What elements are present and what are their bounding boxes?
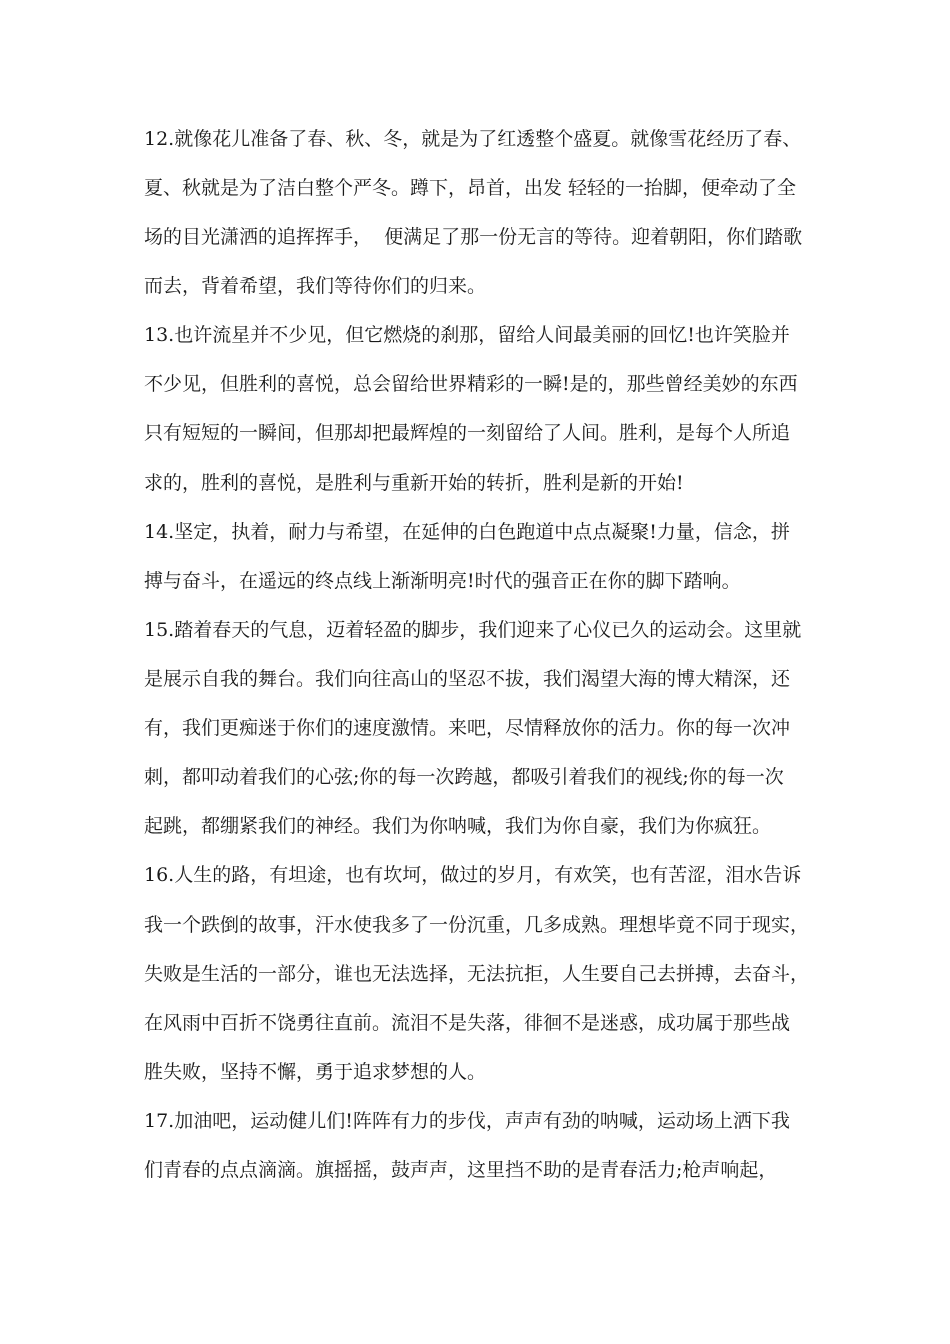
text-line: 我一个跌倒的故事，汗水使我多了一份沉重，几多成熟。理想毕竟不同于现实，	[144, 914, 810, 936]
text-line: 不少见，但胜利的喜悦，总会留给世界精彩的一瞬!是的，那些曾经美妙的东西	[144, 373, 798, 395]
text-line: 夏、秋就是为了洁白整个严冬。蹲下，昂首，出发 轻轻的一抬脚，便牵动了全	[144, 177, 797, 199]
text-line: 失败是生活的一部分，谁也无法选择，无法抗拒，人生要自己去拼搏，去奋斗，	[144, 963, 810, 985]
text-line: 起跳，都绷紧我们的神经。我们为你呐喊，我们为你自豪，我们为你疯狂。	[144, 815, 772, 837]
text-line: 搏与奋斗，在遥远的终点线上渐渐明亮!时代的强音正在你的脚下踏响。	[144, 570, 741, 592]
text-line: 胜失败，坚持不懈，勇于追求梦想的人。	[144, 1061, 487, 1083]
text-line: 13.也许流星并不少见，但它燃烧的刹那，留给人间最美丽的回忆!也许笑脸并	[144, 324, 790, 346]
text-line: 们青春的点点滴滴。旗摇摇，鼓声声，这里挡不助的是青春活力;枪声响起，	[144, 1159, 778, 1181]
text-line: 场的目光潇洒的追挥挥手， 便满足了那一份无言的等待。迎着朝阳，你们踏歌	[144, 226, 803, 248]
text-line: 是展示自我的舞台。我们向往高山的坚忍不拔，我们渴望大海的博大精深，还	[144, 668, 791, 690]
text-line: 14.坚定，执着，耐力与希望，在延伸的白色跑道中点点凝聚!力量，信念，拼	[144, 521, 790, 543]
text-line: 15.踏着春天的气息，迈着轻盈的脚步，我们迎来了心仪已久的运动会。这里就	[144, 619, 802, 641]
text-line: 在风雨中百折不饶勇往直前。流泪不是失落，徘徊不是迷惑，成功属于那些战	[144, 1012, 791, 1034]
text-line: 17.加油吧，运动健儿们!阵阵有力的步伐，声声有劲的呐喊，运动场上洒下我	[144, 1110, 790, 1132]
text-line: 求的，胜利的喜悦，是胜利与重新开始的转折，胜利是新的开始!	[144, 472, 684, 494]
text-line: 有，我们更痴迷于你们的速度激情。来吧，尽情释放你的活力。你的每一次冲	[144, 717, 791, 739]
text-line: 而去，背着希望，我们等待你们的归来。	[144, 275, 487, 297]
text-line: 只有短短的一瞬间，但那却把最辉煌的一刻留给了人间。胜利，是每个人所追	[144, 422, 791, 444]
text-line: 16.人生的路，有坦途，也有坎坷，做过的岁月，有欢笑，也有苦涩，泪水告诉	[144, 864, 802, 886]
text-line: 刺，都叩动着我们的心弦;你的每一次跨越，都吸引着我们的视线;你的每一次	[144, 766, 784, 788]
text-line: 12.就像花儿准备了春、秋、冬，就是为了红透整个盛夏。就像雪花经历了春、	[144, 128, 802, 150]
